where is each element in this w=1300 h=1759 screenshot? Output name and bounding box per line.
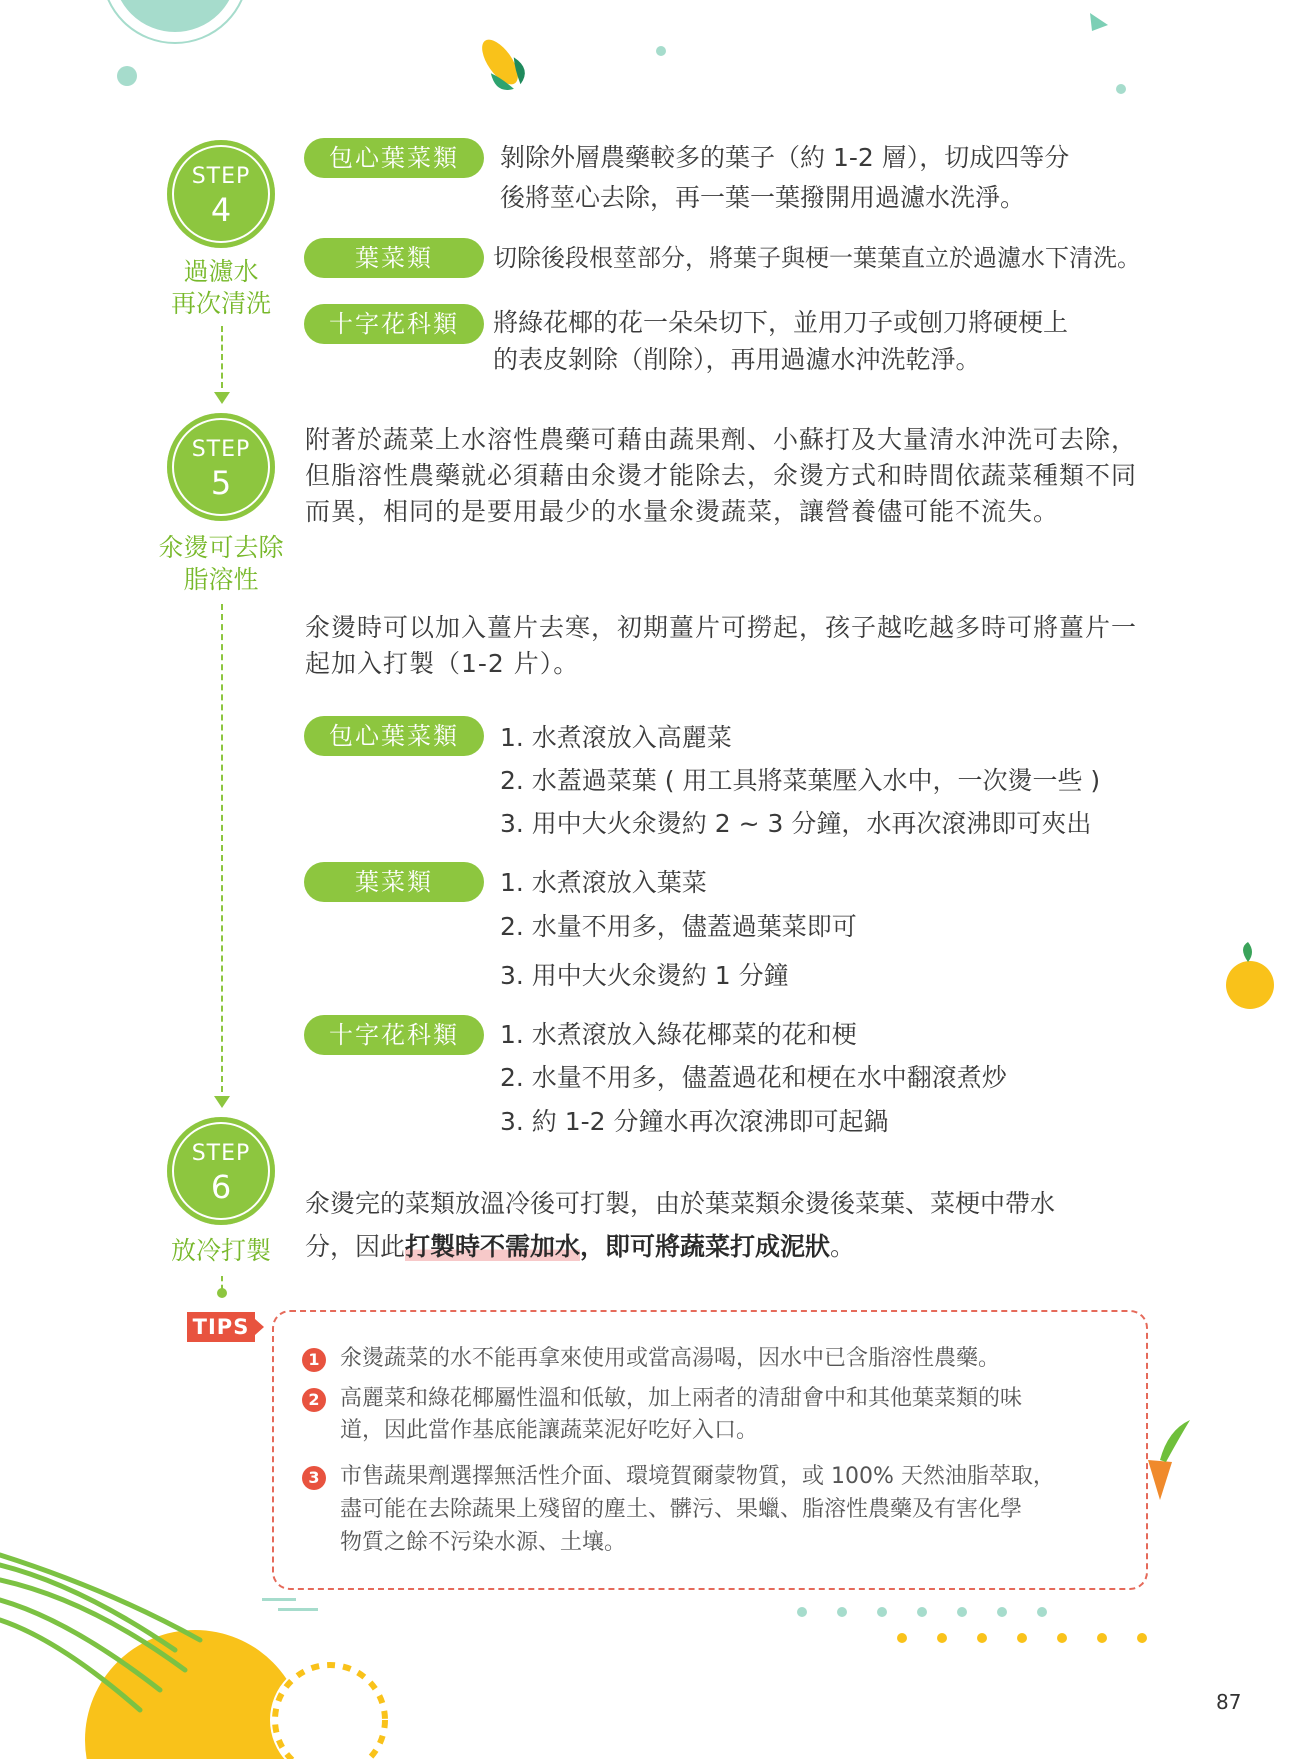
step-title-line: 過濾水 xyxy=(183,257,259,286)
step5-paragraph: 氽燙時可以加入薑片去寒，初期薑片可撈起，孩子越吃越多時可將薑片一起加入打製（1-2 片）。 xyxy=(305,613,1138,678)
tip-text-line: 道，因此當作基底能讓蔬菜泥好吃好入口。 xyxy=(340,1418,759,1443)
tip-text-line: 高麗菜和綠花椰屬性溫和低敏，加上兩者的清甜會中和其他葉菜類的味 xyxy=(340,1386,1023,1411)
step5-list-item: 2. 水蓋過菜葉 ( 用工具將菜葉壓入水中，一次燙一些 ) xyxy=(500,766,1101,795)
step-number: 5 xyxy=(210,464,232,502)
tag-leafy-type: 葉菜類 xyxy=(304,238,484,278)
step-title-line: 再次清洗 xyxy=(170,289,271,318)
step5-list-item: 2. 水量不用多，儘蓋過葉菜即可 xyxy=(500,912,857,941)
tips-label-arrow-icon xyxy=(255,1319,264,1335)
step5-paragraph: 附著於蔬菜上水溶性農藥可藉由蔬果劑、小蘇打及大量清水沖洗可去除，但脂溶性農藥就必須藉由氽燙才能除去，氽燙方式和時間依蔬菜種類不同而異，相同的是要用最少的水量氽燙蔬菜，讓營養儘可能不流失。 xyxy=(305,425,1138,526)
tag-cruciferous-type: 十字花科類 xyxy=(304,1015,484,1055)
step-title-line: 脂溶性 xyxy=(183,565,259,594)
connector-end-dot xyxy=(217,1288,227,1298)
corn-icon xyxy=(472,31,531,96)
triangle-decoration xyxy=(1090,13,1108,31)
step-label: STEP xyxy=(191,437,251,462)
tip-text-line: 盡可能在去除蔬果上殘留的塵土、髒污、果蠟、脂溶性農藥及有害化學 xyxy=(340,1497,1023,1522)
step-6-badge xyxy=(167,1117,275,1225)
step5-list-item: 2. 水量不用多，儘蓋過花和梗在水中翻滾煮炒 xyxy=(500,1063,1007,1092)
step-6-title xyxy=(141,1235,301,1267)
step-title-line: 放冷打製 xyxy=(170,1236,271,1265)
carrot-icon xyxy=(1148,1420,1190,1500)
step-5-title xyxy=(141,532,301,596)
step5-list-item: 3. 約 1-2 分鐘水再次滾沸即可起鍋 xyxy=(500,1107,889,1136)
tag-leafy-type: 葉菜類 xyxy=(304,862,484,902)
step6-bold-text: ，即可將蔬菜打成泥狀 xyxy=(580,1232,831,1261)
step6-text-segment: 分，因此 xyxy=(305,1232,406,1261)
step6-highlight-text: 打製時不需加水 xyxy=(405,1232,581,1261)
dot-decoration xyxy=(1116,84,1126,94)
step4-text-line: 後將莖心去除，再一葉一葉撥開用過濾水洗淨。 xyxy=(500,183,1026,212)
step6-text-segment: 。 xyxy=(830,1232,856,1261)
step-connector xyxy=(221,326,223,388)
step-5-badge xyxy=(167,413,275,521)
tip-text-line: 氽燙蔬菜的水不能再拿來使用或當高湯喝，因水中已含脂溶性農藥。 xyxy=(340,1346,1001,1371)
tip-number-badge: 2 xyxy=(302,1388,326,1412)
step-connector xyxy=(221,604,223,1092)
step4-text-line: 剝除外層農藥較多的葉子（約 1-2 層），切成四等分 xyxy=(500,143,1070,172)
tip-number-badge: 3 xyxy=(302,1466,326,1490)
dot-decoration xyxy=(656,46,666,56)
dot-decoration xyxy=(117,66,137,86)
step5-list-item: 1. 水煮滾放入葉菜 xyxy=(500,868,707,897)
step5-list-item: 1. 水煮滾放入高麗菜 xyxy=(500,723,732,752)
step4-text-line: 的表皮剝除（削除），再用過濾水沖洗乾淨。 xyxy=(493,345,981,374)
tips-label: TIPS xyxy=(187,1312,255,1342)
step-number: 6 xyxy=(210,1168,232,1206)
step-4-badge xyxy=(167,140,275,248)
step-number: 4 xyxy=(210,191,232,229)
orange-icon xyxy=(1226,942,1274,1009)
tip-text-line: 市售蔬果劑選擇無活性介面、環境賀爾蒙物質，或 100% 天然油脂萃取， xyxy=(340,1464,1055,1489)
line-decoration xyxy=(262,1598,318,1611)
page-number: 87 xyxy=(1216,1690,1242,1714)
step6-text-line xyxy=(305,1229,855,1265)
step-title-line: 氽燙可去除 xyxy=(158,533,284,562)
teal-circle-decoration xyxy=(110,0,240,35)
step-4-title xyxy=(141,256,301,320)
dot-row-decoration xyxy=(797,1607,1147,1643)
tag-cruciferous-type: 十字花科類 xyxy=(304,304,484,344)
yellow-circle-decoration xyxy=(85,1630,390,1759)
connector-arrow-icon xyxy=(214,1096,230,1108)
step6-text-line: 氽燙完的菜類放溫冷後可打製，由於葉菜類氽燙後菜葉、菜梗中帶水 xyxy=(305,1189,1056,1218)
tip-text-line: 物質之餘不污染水源、土壤。 xyxy=(340,1530,627,1555)
step-label: STEP xyxy=(191,1141,251,1166)
step4-text-line: 切除後段根莖部分，將葉子與梗一葉葉直立於過濾水下清洗。 xyxy=(493,244,1141,272)
step4-text-line: 將綠花椰的花一朵朵切下，並用刀子或刨刀將硬梗上 xyxy=(493,308,1069,337)
step5-list-item: 3. 用中大火氽燙約 2 ~ 3 分鐘，水再次滾沸即可夾出 xyxy=(500,809,1092,838)
connector-arrow-icon xyxy=(214,392,230,404)
tip-number-badge: 1 xyxy=(302,1348,326,1372)
step-label: STEP xyxy=(191,164,251,189)
step5-list-item: 3. 用中大火氽燙約 1 分鐘 xyxy=(500,961,789,990)
tag-cabbage-type: 包心葉菜類 xyxy=(304,138,484,178)
tag-cabbage-type: 包心葉菜類 xyxy=(304,716,484,756)
step5-list-item: 1. 水煮滾放入綠花椰菜的花和梗 xyxy=(500,1020,857,1049)
